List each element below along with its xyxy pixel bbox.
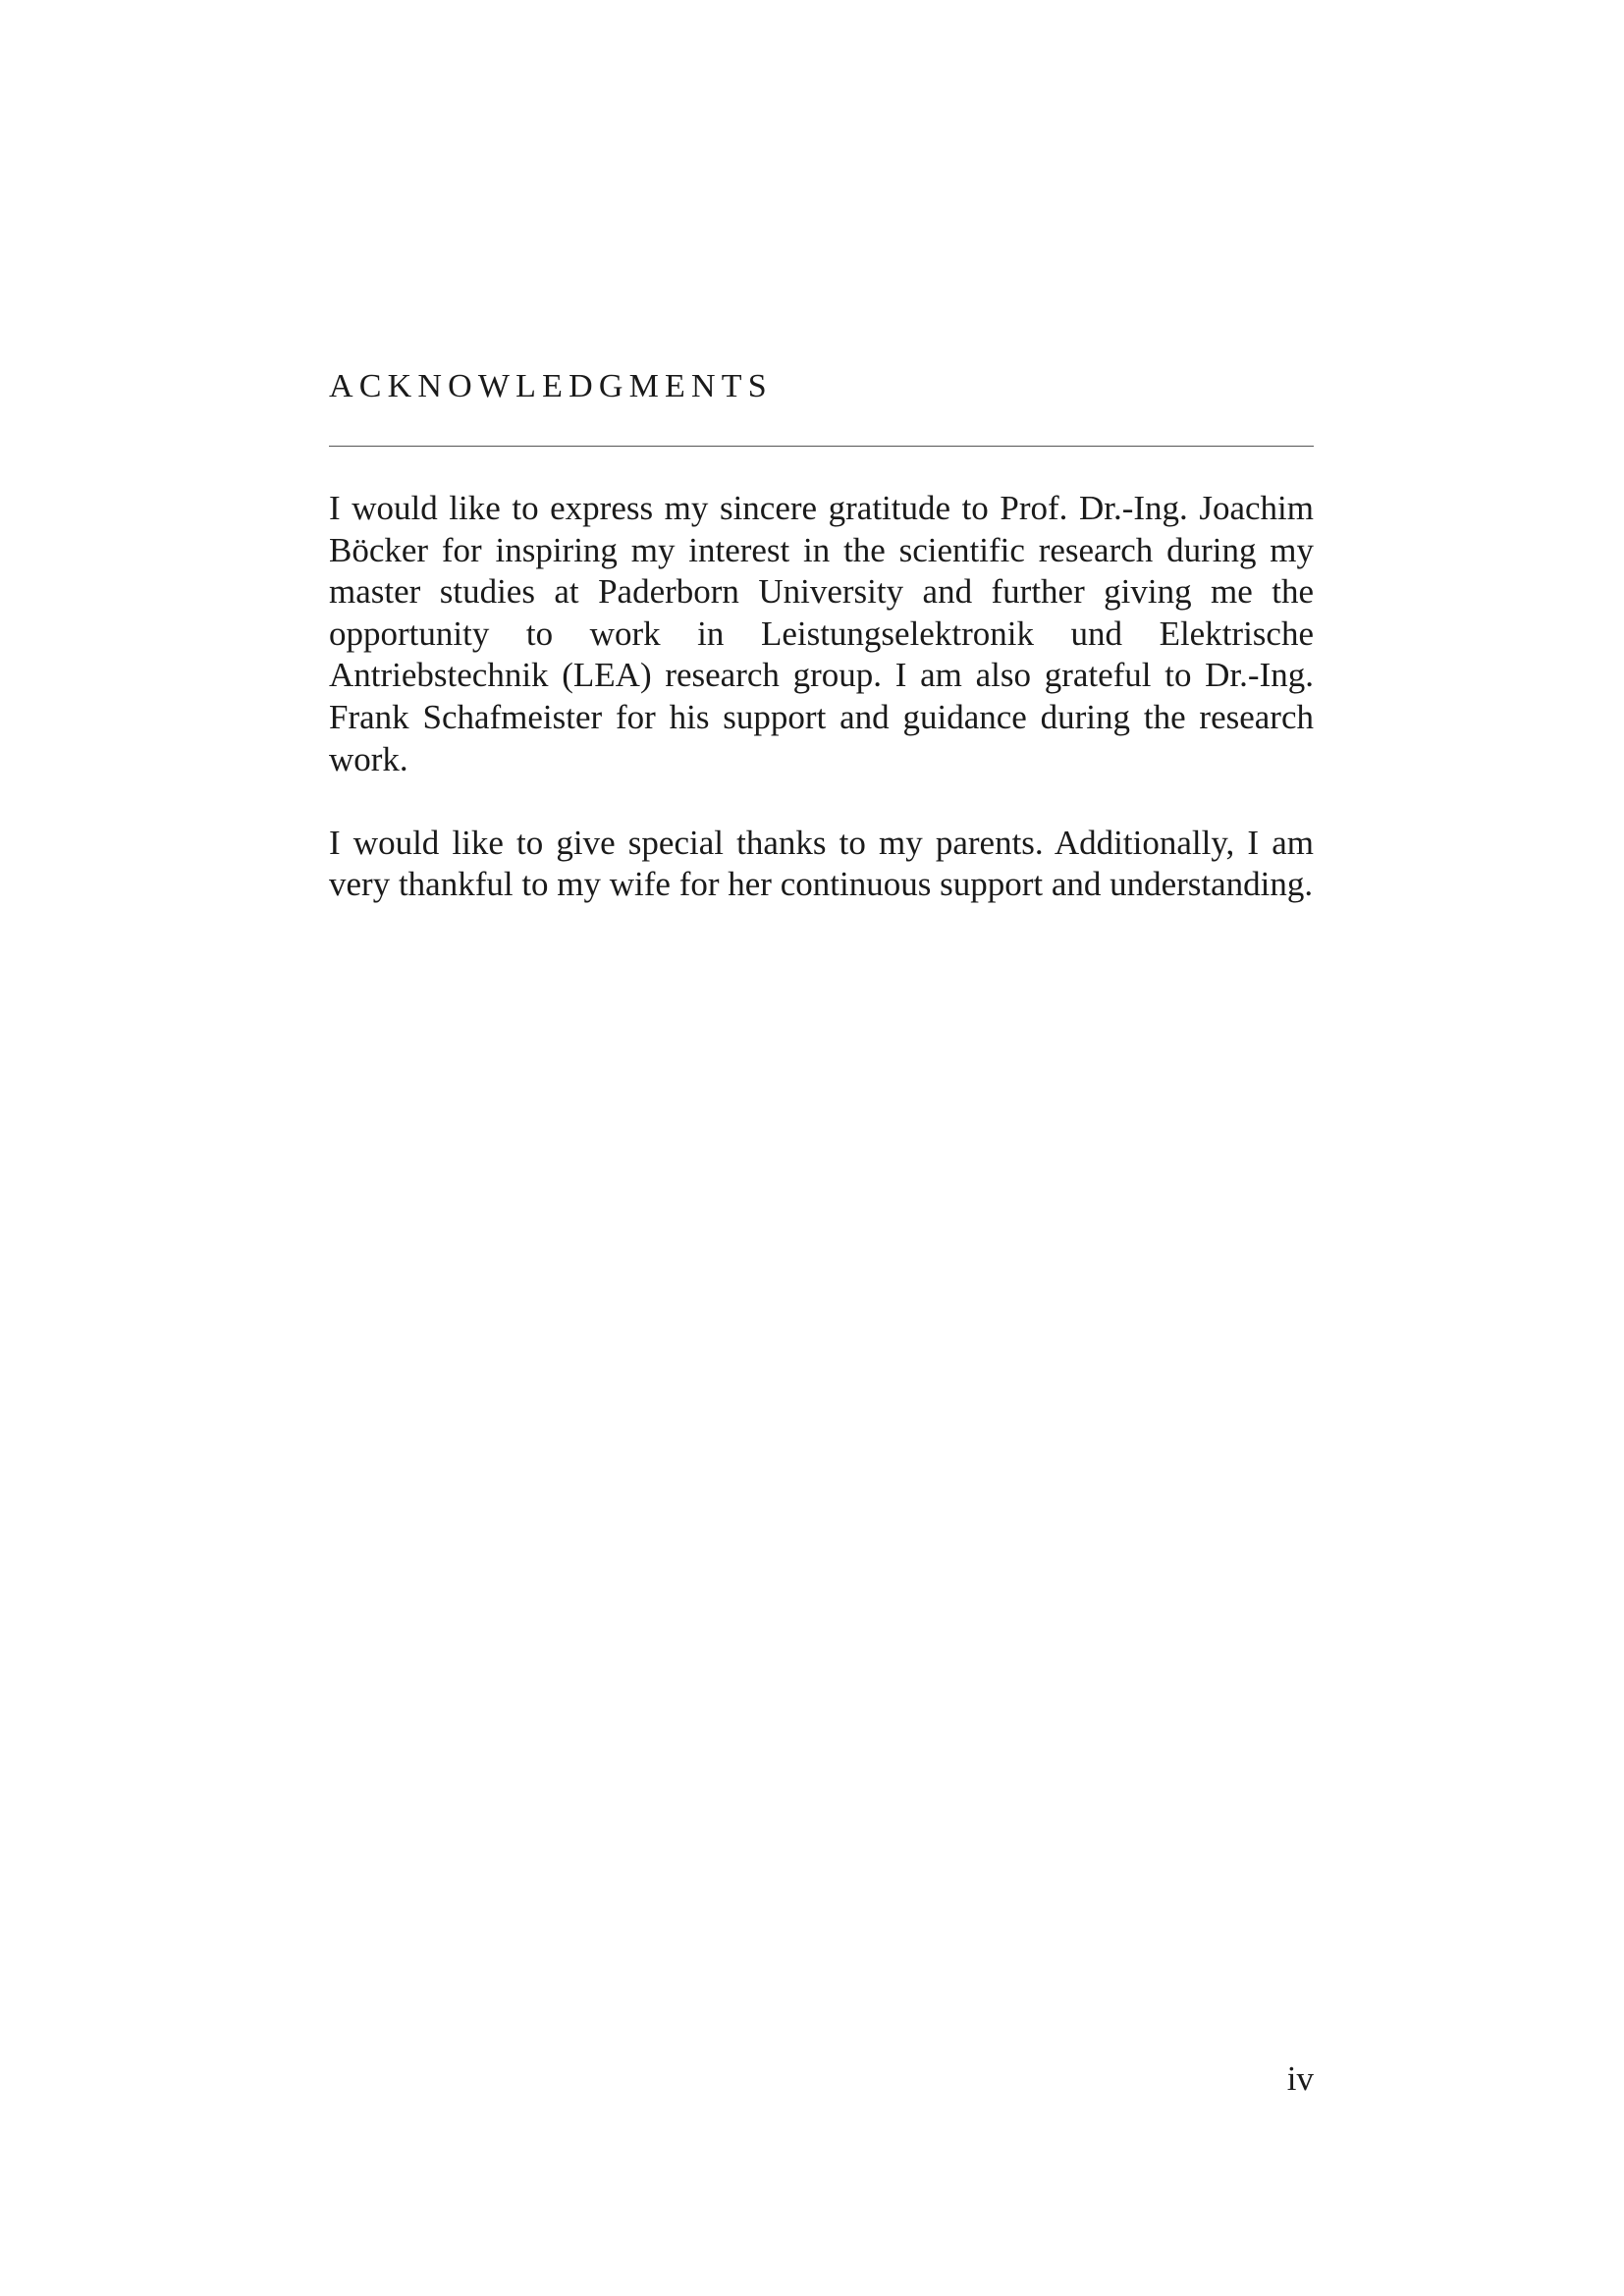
page-number: iv bbox=[1286, 2059, 1314, 2098]
acknowledgments-body bbox=[329, 488, 1314, 906]
paragraph-1: I would like to express my sincere gratitude to Prof. Dr.-Ing. Joachim Böcker for inspiring my interest in the scientific research during my master studies at Paderborn University and further giving me the opportunity to work in Leistungselektronik und Elektrische Antriebstechnik (LEA) research group. I am also grateful to Dr.-Ing. Frank Schafmeister for his support and guidance during the research work. bbox=[329, 489, 1314, 778]
page-title: ACKNOWLEDGMENTS bbox=[329, 368, 773, 404]
paragraph-2: I would like to give special thanks to my parents. Additionally, I am very thankful to my wife for her continuous support and understanding. bbox=[329, 823, 1314, 904]
heading-divider bbox=[329, 446, 1314, 447]
